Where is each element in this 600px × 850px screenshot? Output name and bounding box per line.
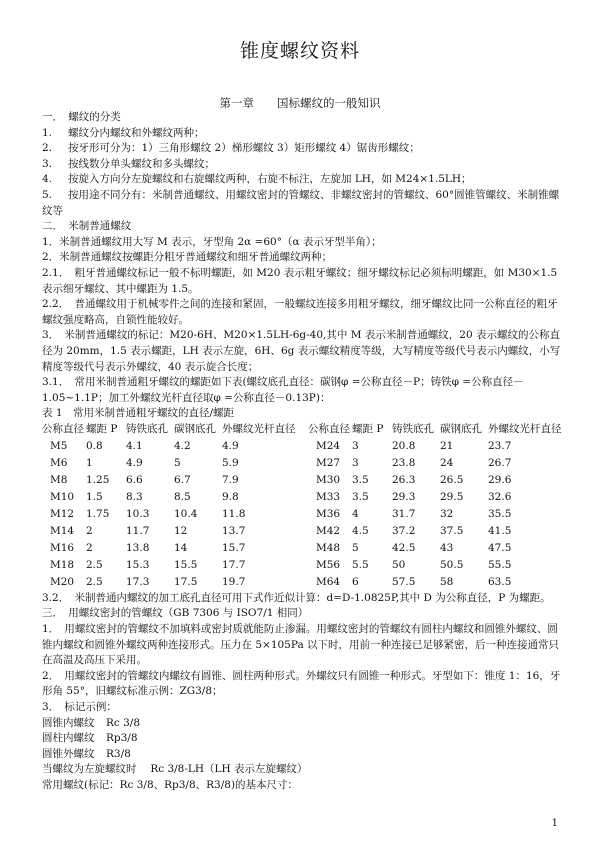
table-cell: M14 — [50, 524, 75, 537]
table-cell: 21 — [440, 439, 454, 452]
table-cell: M24 — [316, 439, 341, 452]
table-cell: 42.5 — [392, 541, 416, 554]
table-cell: 11.7 — [126, 524, 150, 537]
table-cell: M64 — [316, 575, 341, 588]
table-row — [42, 540, 562, 557]
column-header: 碳钢底孔 — [440, 423, 482, 436]
table-cell: 20.8 — [392, 439, 416, 452]
section-heading: 一． 螺纹的分类 — [42, 111, 121, 123]
table-cell: 50 — [392, 558, 406, 571]
table-cell: 29.3 — [392, 490, 416, 503]
paragraph: 3． 米制普通螺纹的标记：M20-6H、M20×1.5LH-6g-40,其中 M 表示米制普通螺纹，20 表示螺纹的公称直径为 20mm，1.5 表示螺距，LH 表示左旋，6H、6g 表示螺纹精度等级，大写精度等级代号表示内螺纹，小写精度等级代号表示外螺纹，40 表示旋合长度； — [42, 329, 561, 373]
table-cell: M20 — [50, 575, 75, 588]
table-cell: 2 — [86, 524, 93, 537]
table-cell: 9.8 — [222, 490, 239, 503]
table-cell: 41.5 — [488, 524, 512, 537]
table-cell: 1.5 — [86, 490, 103, 503]
table-cell: 32.6 — [488, 490, 512, 503]
table-cell: M36 — [316, 507, 341, 520]
table-cell: 15.5 — [174, 558, 198, 571]
list-item: 1. 螺纹分内螺纹和外螺纹两种； — [42, 126, 205, 139]
table-cell: 6 — [352, 575, 359, 588]
table-cell: 37.2 — [392, 524, 416, 537]
table-cell: 57.5 — [392, 575, 416, 588]
table-cell: M27 — [316, 456, 341, 469]
paragraph: 2． 用螺纹密封的管螺纹内螺纹有圆锥、圆柱两种形式。外螺纹只有圆锥一种形式。牙型如下：锥度 1：16，牙形角 55°，旧螺纹标准示例：ZG3/8； — [42, 669, 561, 698]
table-cell: 50.5 — [440, 558, 464, 571]
table-cell: M18 — [50, 558, 75, 571]
table-cell: 3 — [352, 439, 359, 452]
document-title: 锥度螺纹资料 — [239, 40, 360, 62]
table-cell: 5 — [174, 456, 181, 469]
table-row — [42, 523, 562, 540]
table-row — [42, 438, 562, 455]
column-header: 碳钢底孔 — [174, 423, 216, 436]
table-cell: 43 — [440, 541, 454, 554]
example-line: 圆柱内螺纹 Rp3/8 — [42, 732, 138, 745]
paragraph: 3． 标记示例： — [42, 701, 117, 714]
table-cell: 1 — [86, 456, 93, 469]
document-body — [42, 110, 562, 794]
table-cell: 8.3 — [126, 490, 143, 503]
chapter-heading: 第一章 国标螺纹的一般知识 — [219, 96, 381, 110]
table-cell: 4.1 — [126, 439, 143, 452]
example-line: 圆锥外螺纹 R3/8 — [42, 747, 131, 760]
table-cell: 26.7 — [488, 456, 512, 469]
column-header: 公称直径 — [42, 423, 84, 436]
table-cell: 35.5 — [488, 507, 512, 520]
table-cell: M6 — [50, 456, 68, 469]
table-cell: 19.7 — [222, 575, 246, 588]
paragraph: 1．米制普通螺纹用大写 M 表示，牙型角 2α =60°（α 表示牙型半角）； — [42, 235, 382, 248]
example-line: 圆锥内螺纹 Rc 3/8 — [42, 716, 141, 729]
table-cell: 3.5 — [352, 473, 369, 486]
column-header: 外螺纹光杆直径 — [222, 423, 296, 436]
column-header: 公称直径 — [308, 423, 350, 436]
table-cell: 58 — [440, 575, 454, 588]
table-cell: 5 — [352, 541, 359, 554]
table-cell: 1.25 — [86, 473, 110, 486]
paragraph: 3.2． 米制普通内螺纹的加工底孔直径可用下式作近似计算：d=D-1.0825P,其中 D 为公称直径，P 为螺距。 — [42, 591, 551, 604]
table-cell: 29.6 — [488, 473, 512, 486]
table-cell: 47.5 — [488, 541, 512, 554]
table-cell: 11.8 — [222, 507, 246, 520]
table-cell: M10 — [50, 490, 75, 503]
table-cell: 17.5 — [174, 575, 198, 588]
table-cell: 29.5 — [440, 490, 464, 503]
paragraph: 2.1． 粗牙普通螺纹标记一般不标明螺距，如 M20 表示粗牙螺纹；细牙螺纹标记必须标明螺距，如 M30×1.5 表示细牙螺纹、其中螺距为 1.5。 — [42, 266, 558, 295]
list-item: 2. 按牙形可分为：1）三角形螺纹 2）梯形螺纹 3）矩形螺纹 4）锯齿形螺纹； — [42, 142, 420, 155]
column-header: 铸铁底孔 — [126, 423, 168, 436]
table-cell: 3.5 — [352, 490, 369, 503]
table-cell: 4.9 — [126, 456, 143, 469]
table-cell: 17.7 — [222, 558, 246, 571]
table-cell: 6.6 — [126, 473, 143, 486]
table-cell: 24 — [440, 456, 454, 469]
table-cell: M30 — [316, 473, 341, 486]
table-header — [42, 422, 562, 438]
table-row — [42, 455, 562, 472]
table-cell: 13.8 — [126, 541, 150, 554]
paragraph: 1． 用螺纹密封的管螺纹不加填料或密封质就能防止渗漏。用螺纹密封的管螺纹有圆柱内螺纹和圆锥外螺纹、圆锥内螺纹和圆锥外螺纹两种连接形式。压力在 5×105Pa 以下时，用前一种连接已足够紧密，后一种连接通常只在高温及高压下采用。 — [42, 623, 560, 667]
table-cell: 5.9 — [222, 456, 239, 469]
table-cell: 55.5 — [488, 558, 512, 571]
table-cell: M5 — [50, 439, 68, 452]
paragraph: 常用螺纹(标记：Rc 3/8、Rp3/8、R3/8)的基本尺寸： — [42, 779, 299, 791]
table-cell: 2.5 — [86, 575, 103, 588]
column-header: 铸铁底孔 — [392, 423, 434, 436]
table-cell: M42 — [316, 524, 341, 537]
table-cell: 23.8 — [392, 456, 416, 469]
table-cell: 4.2 — [174, 439, 191, 452]
table-cell: M56 — [316, 558, 341, 571]
table-row — [42, 489, 562, 506]
table-cell: 2 — [86, 541, 93, 554]
table-cell: 26.5 — [440, 473, 464, 486]
list-item: 3. 按线数分单头螺纹和多头螺纹； — [42, 157, 215, 170]
table-cell: 15.3 — [126, 558, 150, 571]
table-cell: 2.5 — [86, 558, 103, 571]
table-cell: 4.5 — [352, 524, 369, 537]
table-cell: 15.7 — [222, 541, 246, 554]
table-row — [42, 506, 562, 523]
table-cell: 26.3 — [392, 473, 416, 486]
thread-table — [42, 422, 562, 591]
page-number: 1 — [551, 818, 558, 829]
table-cell: 63.5 — [488, 575, 512, 588]
column-header: 外螺纹光杆直径 — [488, 423, 562, 436]
table-cell: 23.7 — [488, 439, 512, 452]
section-heading: 三． 用螺纹密封的管螺纹（GB 7306 与 ISO7/1 相同） — [42, 607, 309, 620]
list-item: 4. 按旋入方向分左旋螺纹和右旋螺纹两种，右旋不标注，左旋加 LH，如 M24×1.5LH； — [42, 173, 472, 186]
table-cell: M12 — [50, 507, 75, 520]
table-cell: 8.5 — [174, 490, 191, 503]
section-heading: 二． 米制普通螺纹 — [42, 220, 132, 233]
table-cell: 4 — [352, 507, 359, 520]
table-row — [42, 557, 562, 574]
table-cell: M48 — [316, 541, 341, 554]
table-cell: 0.8 — [86, 439, 103, 452]
table-cell: 6.7 — [174, 473, 191, 486]
table-cell: 10.3 — [126, 507, 150, 520]
paragraph: 当螺纹为左旋螺纹时 Rc 3/8-LH（LH 表示左旋螺纹） — [42, 763, 308, 776]
table-cell: 14 — [174, 541, 188, 554]
list-item: 5. 按用途不同分有：米制普通螺纹、用螺纹密封的管螺纹、非螺纹密封的管螺纹、60°圆锥管螺纹、米制锥螺纹等 — [42, 188, 560, 217]
table-cell: 32 — [440, 507, 454, 520]
paragraph: 2．米制普通螺纹按螺距分粗牙普通螺纹和细牙普通螺纹两种； — [42, 251, 333, 264]
table-cell: 3 — [352, 456, 359, 469]
table-cell: M33 — [316, 490, 341, 503]
paragraph: 2.2． 普通螺纹用于机械零件之间的连接和紧固，一般螺纹连接多用粗牙螺纹，细牙螺纹比同一公称直径的粗牙螺纹强度略高，自锁性能较好。 — [42, 298, 558, 326]
table-row — [42, 574, 562, 591]
paragraph: 3.1． 常用米制普通粗牙螺纹的螺距如下表(螺纹底孔直径：碳钢φ =公称直径－P；铸铁φ =公称直径－1.05~1.1P；加工外螺纹光杆直径取φ =公称直径－0.13P)： — [42, 376, 524, 404]
table-caption: 表 1 常用米制普通粗牙螺纹的直径/螺距 — [42, 407, 235, 420]
table-cell: 31.7 — [392, 507, 416, 520]
table-cell: M16 — [50, 541, 75, 554]
table-cell: M8 — [50, 473, 68, 486]
table-cell: 5.5 — [352, 558, 369, 571]
table-cell: 10.4 — [174, 507, 198, 520]
table-cell: 1.75 — [86, 507, 110, 520]
table-cell: 4.9 — [222, 439, 239, 452]
table-cell: 37.5 — [440, 524, 464, 537]
table-row — [42, 472, 562, 489]
table-cell: 7.9 — [222, 473, 239, 486]
table-cell: 13.7 — [222, 524, 246, 537]
table-cell: 17.3 — [126, 575, 150, 588]
column-header: 螺距 P — [352, 423, 384, 436]
column-header: 螺距 P — [86, 423, 118, 436]
table-cell: 12 — [174, 524, 188, 537]
